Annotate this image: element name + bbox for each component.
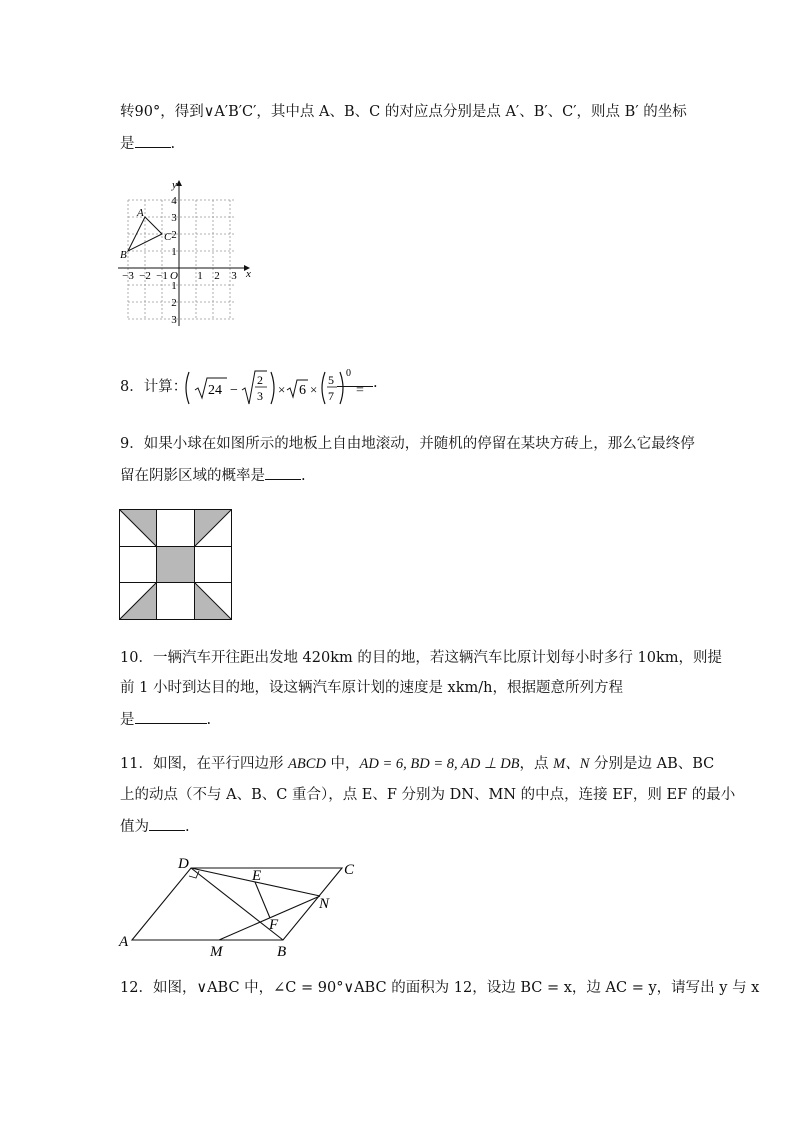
q8-equals: = xyxy=(356,383,364,398)
label-d: D xyxy=(178,856,189,872)
q11-conditions: AD = 6, BD = 8, AD ⊥ DB xyxy=(359,756,520,772)
q8-times-1: × xyxy=(278,382,286,397)
q8-prefix: 计算： xyxy=(143,379,188,395)
q7-line2 xyxy=(120,133,175,154)
q11-prefix: 值为 xyxy=(120,819,149,835)
q11-point: ，点 xyxy=(519,756,554,772)
q9-line2 xyxy=(120,465,306,486)
label-b: B xyxy=(277,944,287,960)
q9-line1: 9．如果小球在如图所示的地板上自由地滚动，并随机的停留在某块方砖上，那么它最终停 xyxy=(120,436,695,452)
y-axis-label: y xyxy=(172,179,177,191)
q8-line xyxy=(120,370,187,404)
q7-coordinate-figure xyxy=(118,176,258,326)
x-tick: −3 xyxy=(122,270,134,282)
label-a: A xyxy=(119,934,129,950)
point-b-label: B xyxy=(120,249,127,261)
q9-floor-figure xyxy=(119,509,233,621)
x-tick: 3 xyxy=(231,270,237,282)
q11-edges: 分别是边 AB、BC xyxy=(589,756,715,772)
q9-answer-blank[interactable] xyxy=(265,465,301,480)
point-a-label: A xyxy=(137,207,144,219)
q8-minus: − xyxy=(230,383,238,398)
q11-line2: 上的动点（不与 A、B、C 重合），点 E、F 分别为 DN、MN 的中点，连接 EF，则 EF 的最小 xyxy=(120,787,736,803)
q11-line3 xyxy=(120,816,190,837)
q11-in: 中， xyxy=(325,756,360,772)
q7-answer-blank[interactable] xyxy=(135,133,171,148)
q11-intro: 11．如图，在平行四边形 xyxy=(120,756,289,772)
q9-prefix: 留在阴影区域的概率是 xyxy=(120,468,265,484)
q11-mn: M、N xyxy=(553,756,590,772)
x-tick: −1 xyxy=(156,270,168,282)
x-tick: −2 xyxy=(139,270,151,282)
label-n: N xyxy=(319,896,330,912)
q8-radicand-6: 6 xyxy=(299,383,306,398)
q12-line1: 12．如图，∨ABC 中，∠C = 90°∨ABC 的面积为 12，设边 BC = x，边 AC = y，请写出 y 与 x xyxy=(120,980,760,996)
q10-line2: 前 1 小时到达目的地，设这辆汽车原计划的速度是 xkm/h，根据题意所列方程 xyxy=(120,680,623,696)
y-tick: 2 xyxy=(171,229,177,241)
q7-prefix: 是 xyxy=(120,136,135,152)
q8-exponent: 0 xyxy=(346,368,351,379)
q9-suffix: . xyxy=(301,468,306,484)
q8-paren-den: 7 xyxy=(328,389,334,403)
q7-suffix: . xyxy=(170,136,176,152)
y-tick: 3 xyxy=(171,314,177,326)
y-tick: 4 xyxy=(171,195,177,207)
point-c-label: C xyxy=(164,231,172,243)
q8-answer xyxy=(337,372,378,393)
q8-radicand-24: 24 xyxy=(208,383,222,398)
q10-answer-blank[interactable] xyxy=(135,709,207,724)
q11-answer-blank[interactable] xyxy=(149,816,185,831)
q8-number: 8． xyxy=(120,379,144,395)
q11-parallelogram-figure xyxy=(115,852,375,962)
label-f: F xyxy=(269,917,279,933)
x-tick: 1 xyxy=(197,270,203,282)
q8-paren-num: 5 xyxy=(328,373,334,387)
q10-line3 xyxy=(120,709,211,730)
y-tick: 2 xyxy=(171,297,177,309)
y-tick: 3 xyxy=(171,212,177,224)
q8-frac-den: 3 xyxy=(257,389,263,403)
q8-end: . xyxy=(373,375,378,391)
q11-shape-name: ABCD xyxy=(288,756,326,772)
y-tick: 1 xyxy=(171,280,177,292)
q10-line1: 10．一辆汽车开往距出发地 420km 的目的地，若这辆汽车比原计划每小时多行 10km，则提 xyxy=(120,650,722,666)
label-m: M xyxy=(210,944,223,960)
q7-line1: 转90°，得到∨A′B′C′，其中点 A、B、C 的对应点分别是点 A′、B′、C′，则点 B′ 的坐标 xyxy=(120,104,687,120)
q11-line1 xyxy=(120,754,714,774)
q8-frac-num: 2 xyxy=(257,373,263,387)
q8-times-2: × xyxy=(310,382,318,397)
label-e: E xyxy=(252,868,262,884)
q11-suffix: . xyxy=(185,819,190,835)
q10-suffix: . xyxy=(206,712,212,728)
origin-label: O xyxy=(170,270,178,282)
x-axis-label: x xyxy=(246,268,251,280)
y-tick: 1 xyxy=(171,246,177,258)
q8-answer-blank[interactable] xyxy=(337,372,373,387)
q10-prefix: 是 xyxy=(120,712,135,728)
x-tick: 2 xyxy=(214,270,220,282)
label-c: C xyxy=(344,862,355,878)
